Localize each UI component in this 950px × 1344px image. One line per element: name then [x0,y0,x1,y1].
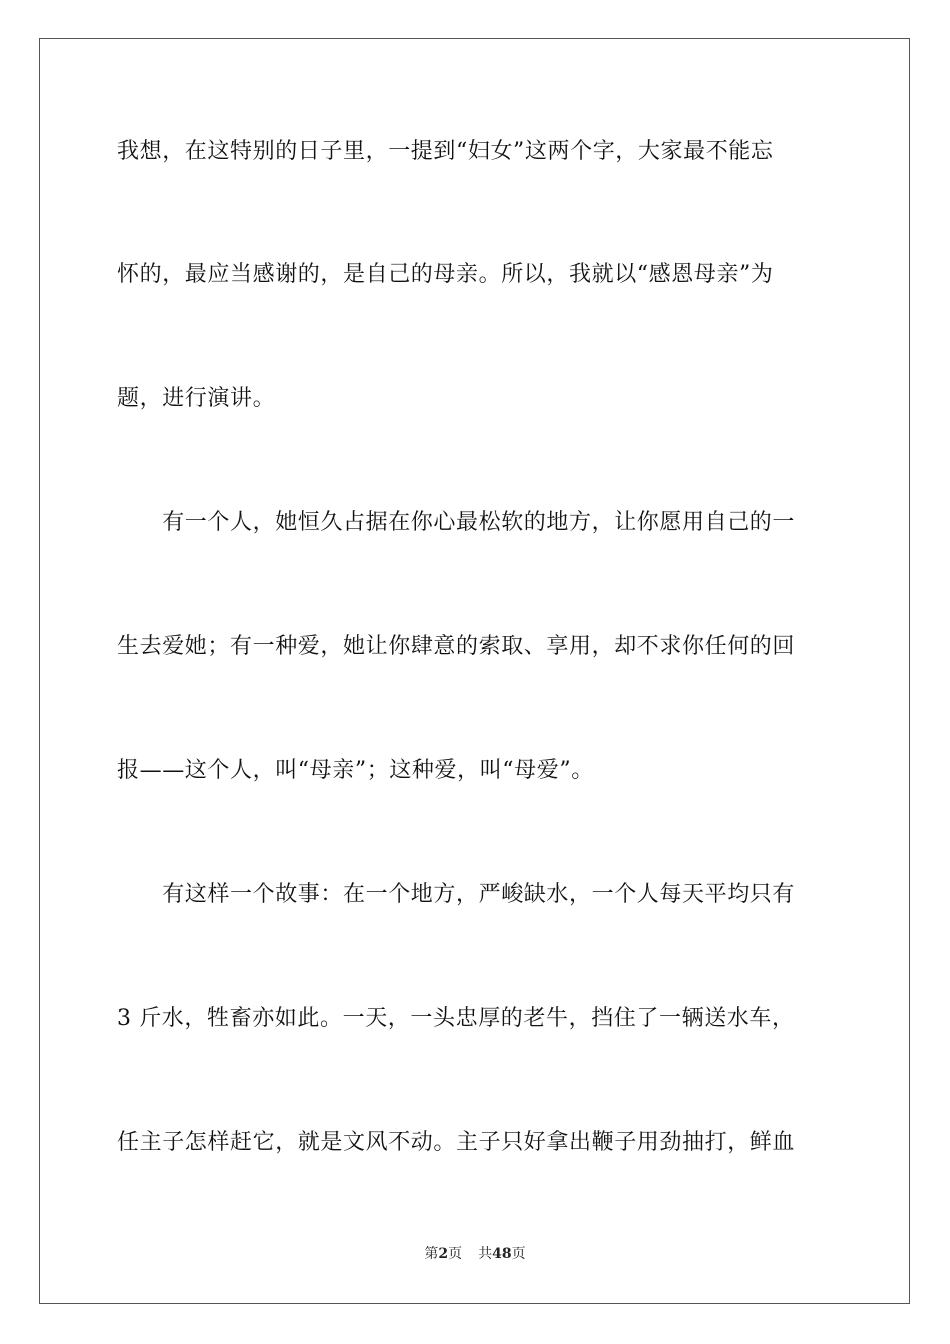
body-line-3: 题，进行演讲。 [117,386,276,411]
footer-total-suffix: 页 [511,1246,526,1262]
page-footer [0,1244,950,1264]
body-line-8: 3 斤水，牲畜亦如此。一天，一头忠厚的老牛，挡住了一辆送水车， [117,1006,795,1031]
footer-page-suffix: 页 [448,1246,463,1262]
page-border [39,38,910,1304]
footer-total-prefix: 共 [478,1246,493,1262]
body-line-6: 报——这个人，叫“母亲”；这种爱，叫“母爱”。 [117,758,594,783]
body-line-7: 有这样一个故事：在一个地方，严峻缺水，一个人每天平均只有 [117,882,796,907]
body-line-9: 任主子怎样赶它，就是文风不动。主子只好拿出鞭子用劲抽打，鲜血 [117,1130,796,1155]
body-line-1: 我想，在这特别的日子里，一提到“妇女”这两个字，大家最不能忘 [117,139,774,164]
body-line-5: 生去爱她；有一种爱，她让你肆意的索取、享用，却不求你任何的回 [117,634,796,659]
body-line-2: 怀的，最应当感谢的，是自己的母亲。所以，我就以“感恩母亲”为 [117,262,774,287]
footer-total-pages: 48 [492,1246,512,1262]
footer-page-prefix: 第 [424,1246,439,1262]
body-line-4: 有一个人，她恒久占据在你心最松软的地方，让你愿用自己的一 [117,510,796,535]
footer-page-number: 2 [438,1246,449,1262]
